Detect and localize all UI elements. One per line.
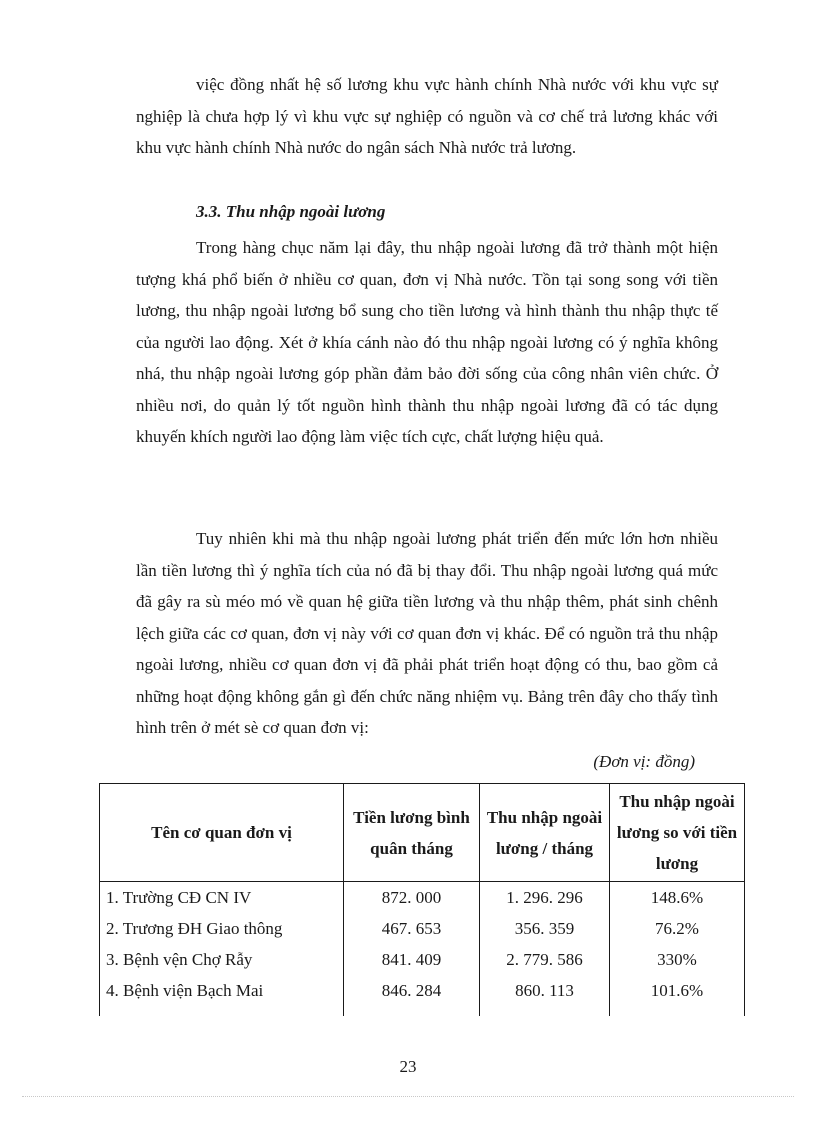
header-unit-name: Tên cơ quan đơn vị — [100, 784, 344, 882]
cell-unit-name: 1. Trường CĐ CN IV — [100, 882, 344, 914]
cell-unit-name: 4. Bệnh viện Bạch Mai — [100, 975, 344, 1016]
section-heading: 3.3. Thu nhập ngoài lương — [196, 202, 386, 221]
cell-extra-income: 860. 113 — [480, 975, 610, 1016]
income-table — [99, 783, 745, 1016]
body-paragraph-1: Trong hàng chục năm lại đây, thu nhập ngoài lương đã trở thành một hiện tượng khá phổ biến ở nhiều cơ quan, đơn vị Nhà nước. Tồn tại song song với tiền lương, thu nhập ngoài lương bổ sung cho tiền lương và hình thành thu nhập thực tế của người lao động. Xét ở khía cánh nào đó thu nhập ngoài lương có ý nghĩa không nhá, thu nhập ngoài lương góp phần đảm bảo đời sống của công nhân viên chức. Ở nhiều nơi, do quản lý tốt nguồn hình thành thu nhập ngoài lương đã có tác dụng khuyến khích người lao động làm việc tích cực, chất lượng hiệu quả. — [136, 238, 718, 446]
cell-ratio: 148.6% — [610, 882, 745, 914]
cell-extra-income: 1. 296. 296 — [480, 882, 610, 914]
cell-avg-salary: 467. 653 — [344, 913, 480, 944]
table-header-row — [100, 784, 745, 882]
cell-avg-salary: 872. 000 — [344, 882, 480, 914]
cell-ratio: 330% — [610, 944, 745, 975]
footer-divider — [22, 1096, 794, 1097]
cell-ratio: 101.6% — [610, 975, 745, 1016]
cell-extra-income: 2. 779. 586 — [480, 944, 610, 975]
cell-avg-salary: 841. 409 — [344, 944, 480, 975]
cell-unit-name: 2. Trương ĐH Giao thông — [100, 913, 344, 944]
table-row — [100, 975, 745, 1016]
header-extra-income: Thu nhập ngoài lương / tháng — [480, 784, 610, 882]
unit-note: (Đơn vị: đồng) — [593, 752, 695, 771]
cell-unit-name: 3. Bệnh vện Chợ Rẫy — [100, 944, 344, 975]
body-paragraph-2: Tuy nhiên khi mà thu nhập ngoài lương phát triển đến mức lớn hơn nhiều lần tiền lương thì ý nghĩa tích của nó đã bị thay đổi. Thu nhập ngoài lương quá mức đã gây ra sù méo mó về quan hệ giữa tiền lương và thu nhập thêm, phát sinh chênh lệch giữa các cơ quan, đơn vị này với cơ quan đơn vị khác. Để có nguồn trả thu nhập ngoài lương, nhiều cơ quan đơn vị đã phải phát triển hoạt động có thu, bao gồm cả những hoạt động không gắn gì đến chức năng nhiệm vụ. Bảng trên đây cho thấy tình hình trên ở mét sè cơ quan đơn vị: — [136, 529, 718, 737]
cell-avg-salary: 846. 284 — [344, 975, 480, 1016]
table-row — [100, 913, 745, 944]
page-number: 23 — [399, 1057, 417, 1076]
table-row — [100, 882, 745, 914]
table-row — [100, 944, 745, 975]
cell-extra-income: 356. 359 — [480, 913, 610, 944]
header-ratio: Thu nhập ngoài lương so với tiền lương — [610, 784, 745, 882]
header-avg-salary: Tiền lương bình quân tháng — [344, 784, 480, 882]
cell-ratio: 76.2% — [610, 913, 745, 944]
intro-paragraph: việc đồng nhất hệ số lương khu vực hành chính Nhà nước với khu vực sự nghiệp là chưa hợp lý vì khu vực sự nghiệp có nguồn và cơ chế trả lương khác với khu vực hành chính Nhà nước do ngân sách Nhà nước trả lương. — [136, 75, 718, 157]
